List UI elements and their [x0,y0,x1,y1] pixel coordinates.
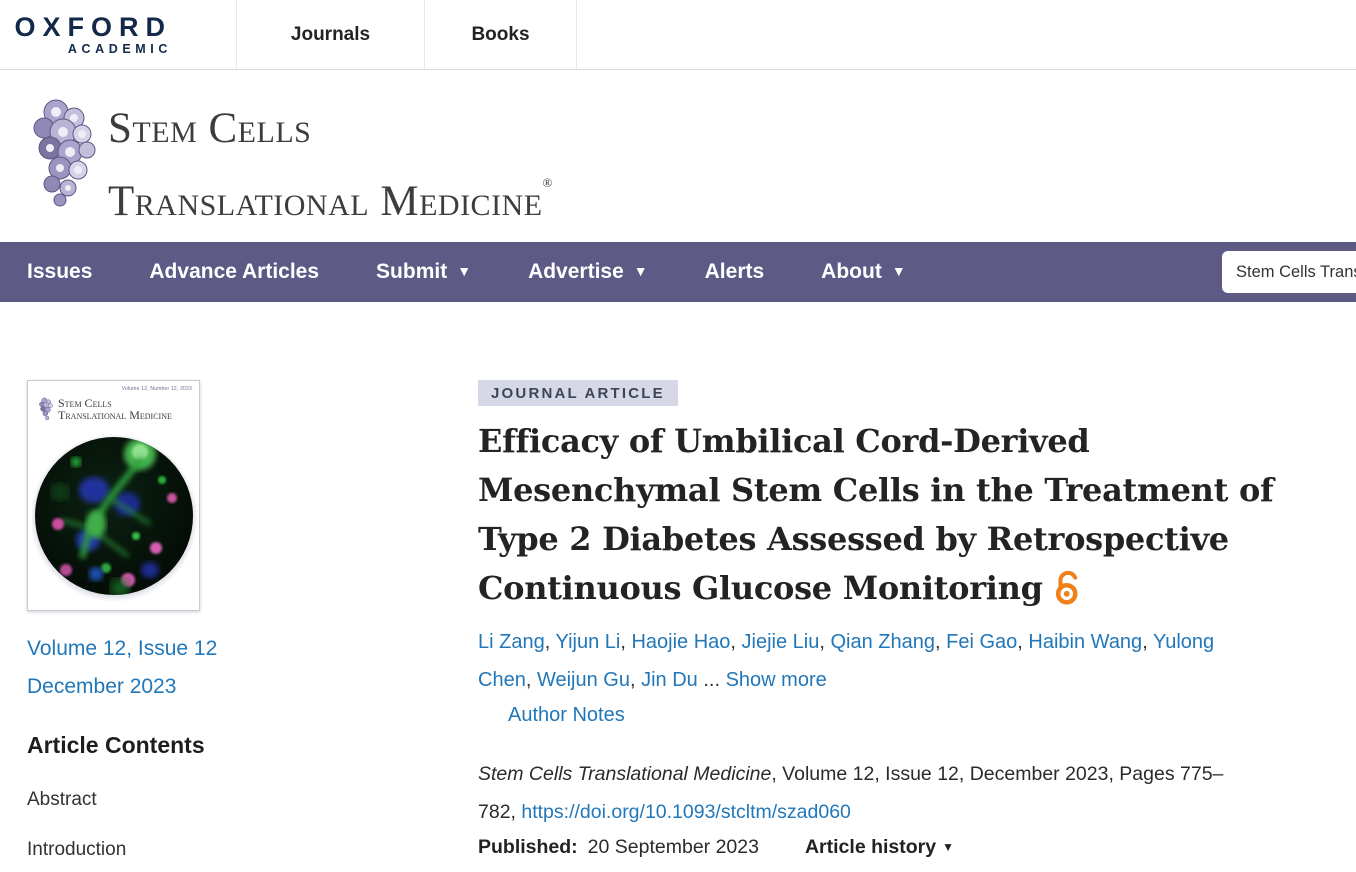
contents-link-abstract[interactable]: Abstract [27,789,97,810]
show-more-link[interactable]: Show more [725,669,827,691]
sidebar [27,380,478,872]
author-link[interactable]: Yijun Li [555,631,621,653]
author-separator: , [629,669,642,691]
search-input[interactable] [1222,251,1356,293]
journal-title [108,96,552,229]
published-label: Published: [478,836,578,858]
oxford-logo-text: OXFORD [14,11,172,42]
author-separator: , [819,631,831,653]
header-tabs [237,0,577,69]
author-separator: , [1017,631,1029,653]
journal-cover-thumbnail[interactable] [27,380,200,611]
author-link[interactable]: Haojie Hao [631,631,731,653]
authors-ellipsis: ... [697,669,726,691]
author-link[interactable]: Li Zang [478,631,545,653]
contents-link-introduction[interactable]: Introduction [27,839,127,860]
journal-home-link[interactable] [30,96,552,229]
author-link[interactable]: Jin Du [641,669,698,691]
contents-list-item [27,775,478,825]
author-link[interactable]: Yulong Chen [478,631,1215,691]
article-contents-heading: Article Contents [27,732,205,758]
chevron-down-icon: ▼ [891,263,906,279]
issue-link-line2: December 2023 [27,675,177,698]
article-main [478,380,1308,872]
author-link[interactable]: Fei Gao [946,631,1018,653]
article-history-toggle[interactable]: Article history ▼ [804,836,954,858]
author-separator: , [730,631,742,653]
issue-link[interactable] [27,630,478,706]
nav-item-submit[interactable]: Submit ▼ [376,260,472,283]
journal-article-badge: JOURNAL ARTICLE [478,380,678,406]
cover-issue-caption: Volume 12, Number 12, 2023 [121,386,192,392]
article-contents-list [27,775,478,872]
journal-title-line1: Stem Cells [108,105,312,152]
nav-item-issues[interactable]: Issues [27,260,93,283]
chevron-down-icon: ▼ [457,263,472,279]
citation-details: , Volume 12, Issue 12, December 2023, Pages 775–782, [478,763,1224,823]
open-access-icon [1051,569,1083,605]
main-navigation-bar [0,242,1356,302]
article-title: Efficacy of Umbilical Cord-Derived Mesenchymal Stem Cells in the Treatment of Type 2 Diabetes Assessed by Retrospective Continuous Glucose Monitoring [478,422,1274,607]
stem-cells-cluster-icon [30,96,100,210]
author-link[interactable]: Weijun Gu [536,669,630,691]
header-tab-books[interactable]: Books [425,0,577,69]
author-separator: , [935,631,947,653]
issue-link-line1: Volume 12, Issue 12 [27,637,218,660]
author-line [478,623,1268,699]
published-row [478,836,1308,859]
published-date: 20 September 2023 [587,836,759,858]
nav-item-advance-articles[interactable]: Advance Articles [149,260,320,283]
author-link[interactable]: Haibin Wang [1028,631,1143,653]
cover-journal-logo: Stem Cells Translational Medicine [38,397,172,423]
header-tab-journals[interactable]: Journals [237,0,425,69]
content-area [0,302,1356,872]
author-notes [478,701,1308,729]
nav-items [27,260,906,284]
author-notes-link[interactable]: Author Notes [508,704,625,726]
author-separator: , [525,669,537,691]
citation-line [478,755,1248,831]
nav-item-about[interactable]: About ▼ [821,260,906,283]
nav-item-advertise[interactable]: Advertise ▼ [528,260,648,283]
cover-cells-icon [38,397,55,423]
contents-list-item [27,825,478,872]
journal-masthead [0,70,1356,242]
site-header [0,0,1356,70]
chevron-down-icon: ▼ [942,840,954,854]
registered-mark: ® [542,175,553,190]
author-separator: , [620,631,632,653]
citation-journal-name: Stem Cells Translational Medicine [478,763,772,785]
cover-microscopy-image [32,428,197,608]
oxford-academic-logo[interactable] [0,0,237,69]
author-list [478,631,1214,691]
nav-item-alerts[interactable]: Alerts [704,260,765,283]
chevron-down-icon: ▼ [633,263,648,279]
author-separator: , [1142,631,1153,653]
author-link[interactable]: Qian Zhang [830,631,936,653]
doi-link[interactable]: https://doi.org/10.1093/stcltm/szad060 [521,801,851,823]
journal-title-line2: Translational Medicine® [108,175,553,225]
academic-logo-text: ACADEMIC [67,42,172,57]
author-separator: , [544,631,556,653]
author-link[interactable]: Jiejie Liu [741,631,820,653]
